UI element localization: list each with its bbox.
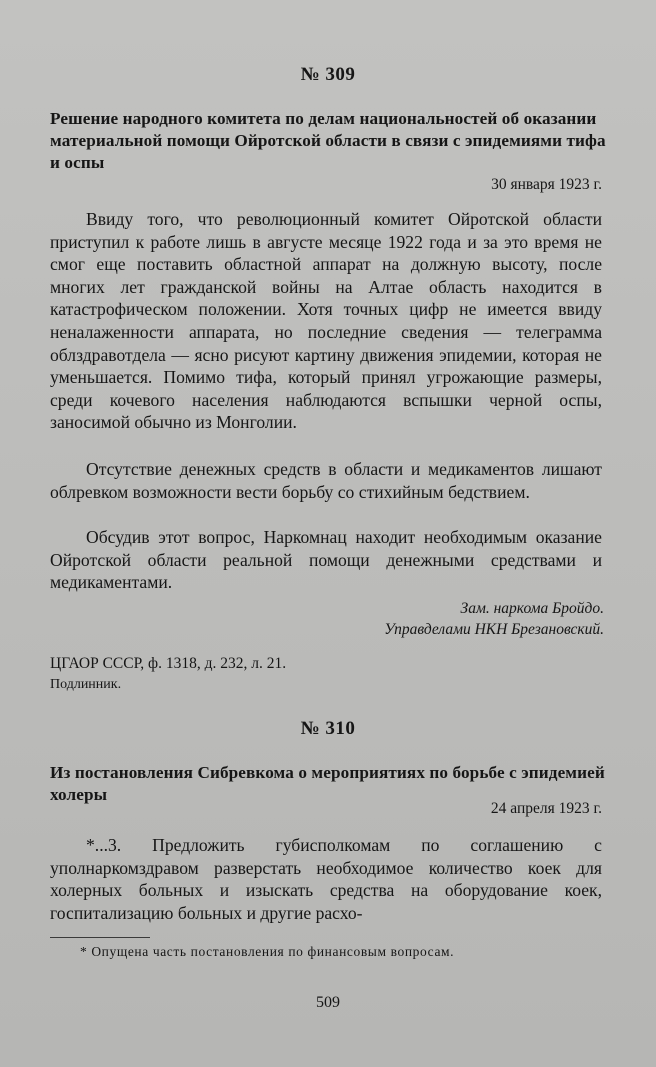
document-title-309: Решение народного комитета по делам национальностей об оказании материальной помощи Ойротской области в связи с эпидемиями тифа и оспы xyxy=(50,109,606,172)
document-date-309: 30 января 1923 г. xyxy=(491,176,602,193)
paragraph-1: Ввиду того, что революционный комитет Ойротской области приступил к работе лишь в августе месяце 1922 года и за это время не смог еще поставить областной аппарат на должную высоту, после многих лет гражданской войны на Алтае область находится в катастрофическом положении. Хотя точных цифр не имеется ввиду неналаженности аппарата, но последние сведения — телеграмма облздравотдела — ясно рисуют картину движения эпидемии, которая не уменьшается. Помимо тифа, который принял угрожающие размеры, среди кочевого населения наблюдаются вспышки черной оспы, заносимой обычно из Монголии. xyxy=(50,209,602,433)
footnote: * Опущена часть постановления по финансовым вопросам. xyxy=(80,944,455,959)
signature-manager: Управделами НКН Брезановский. xyxy=(384,621,604,638)
paragraph-3: Обсудив этот вопрос, Наркомнац находит необходимым оказание Ойротской области реальной помощи денежными средствами и медикаментами. xyxy=(50,527,602,593)
signature-deputy: Зам. наркома Бройдо. xyxy=(460,600,604,617)
document-number-310: № 310 xyxy=(300,718,356,739)
paragraph-2: Отсутствие денежных средств в области и медикаментов лишают облревком возможности вести борьбу со стихийным бедствием. xyxy=(50,459,602,502)
page-number: 509 xyxy=(316,994,340,1011)
archive-source: ЦГАОР СССР, ф. 1318, д. 232, л. 21. xyxy=(50,655,287,672)
document-title-310: Из постановления Сибревкома о мероприятиях по борьбе с эпидемией холеры xyxy=(50,763,605,804)
signature-block xyxy=(384,598,604,640)
document-number-309: № 309 xyxy=(300,64,356,85)
document-date-310: 24 апреля 1923 г. xyxy=(490,800,602,817)
footnote-divider xyxy=(50,937,150,938)
archive-note: Подлинник. xyxy=(50,677,122,692)
paragraph-310: *...3. Предложить губисполкомам по соглашению с уполнаркомздравом разверстать необходимое количество коек для холерных больных и изыскать средства на оборудование коек, госпитализацию больных и другие расхо- xyxy=(50,835,602,923)
